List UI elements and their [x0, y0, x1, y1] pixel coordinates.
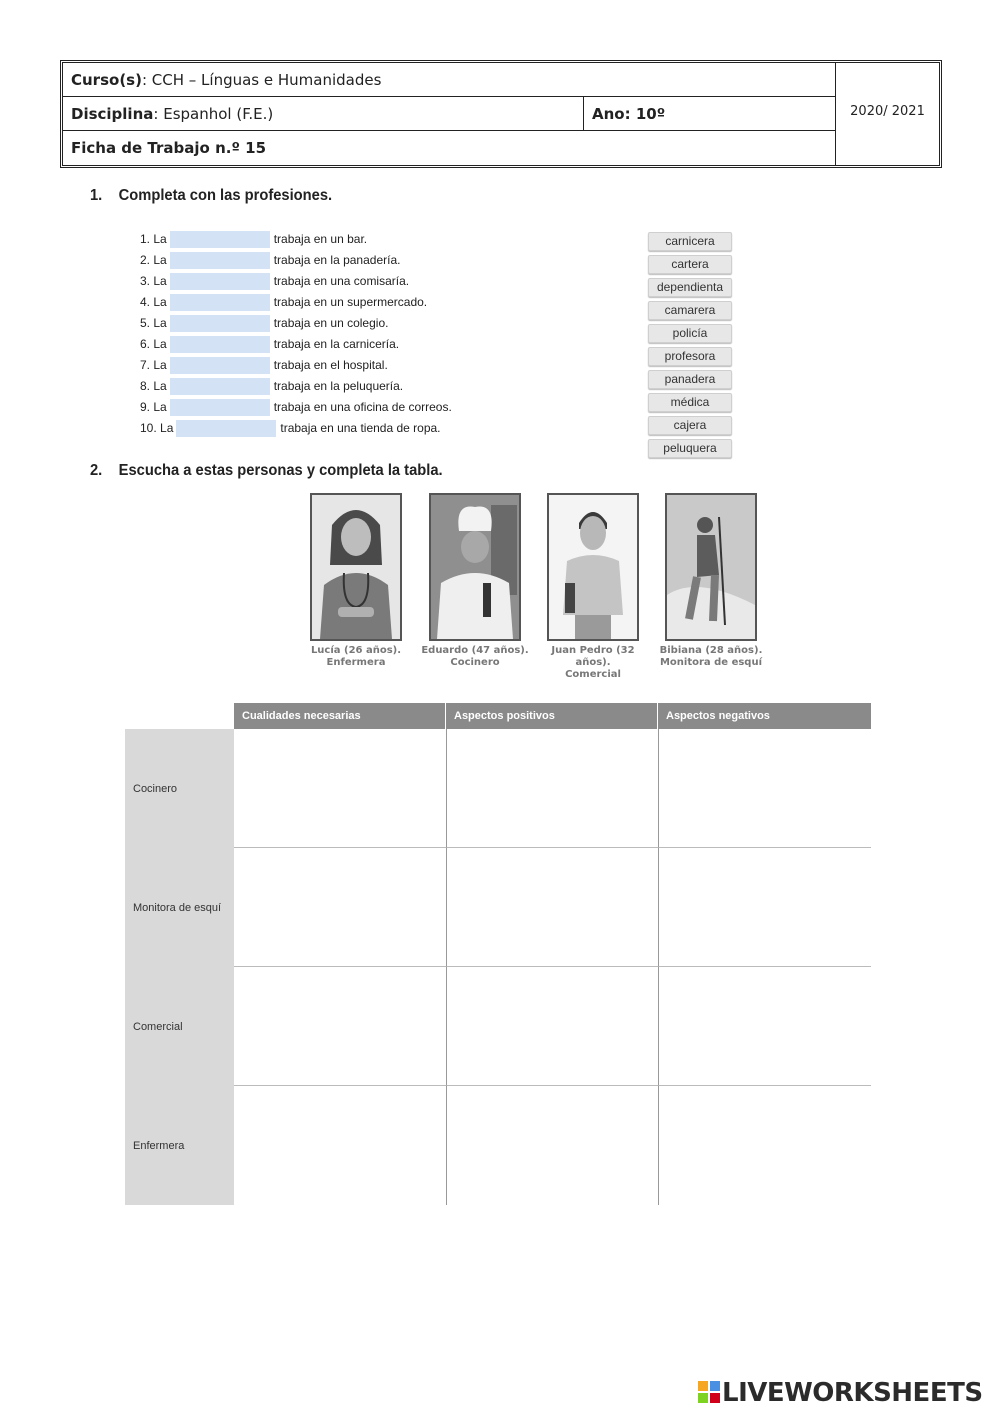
table-cell[interactable] — [659, 967, 871, 1086]
disciplina-row — [63, 97, 583, 131]
photo-ski-instructor — [665, 493, 757, 641]
table-cell[interactable] — [659, 1086, 871, 1205]
line-number: 5. La — [140, 316, 167, 330]
line-number: 7. La — [140, 358, 167, 372]
row-header: Comercial — [125, 967, 234, 1086]
school-year: 2020/ 2021 — [835, 63, 939, 165]
word-chip[interactable]: policía — [648, 324, 732, 343]
word-chip[interactable]: camarera — [648, 301, 732, 320]
word-chip[interactable]: médica — [648, 393, 732, 412]
exercise-line — [140, 229, 367, 249]
word-chip[interactable]: peluquera — [648, 439, 732, 458]
line-text: trabaja en la panadería. — [273, 253, 401, 267]
row-header: Enfermera — [125, 1086, 234, 1205]
table-cell[interactable] — [447, 967, 659, 1086]
caption-bibiana — [656, 645, 766, 669]
column-header: Aspectos negativos — [658, 703, 871, 729]
line-number: 10. La — [140, 421, 174, 435]
curso-row — [63, 63, 835, 97]
answer-blank[interactable] — [170, 336, 270, 353]
word-chip[interactable]: dependienta — [648, 278, 732, 297]
line-text: trabaja en la carnicería. — [273, 337, 400, 351]
photo-chef — [429, 493, 521, 641]
caption-eduardo — [420, 645, 530, 669]
table-cell[interactable] — [447, 1086, 659, 1205]
exercise-1-title: 1. Completa con las profesiones. — [90, 187, 333, 204]
line-text: trabaja en el hospital. — [273, 358, 388, 372]
caption-job: Monitora de esquí — [659, 657, 763, 668]
line-number: 3. La — [140, 274, 167, 288]
liveworksheets-text: LIVEWORKSHEETS — [722, 1378, 983, 1408]
line-text: trabaja en una oficina de correos. — [273, 400, 452, 414]
line-number: 8. La — [140, 379, 167, 393]
answer-blank[interactable] — [170, 399, 270, 416]
line-text: trabaja en un supermercado. — [273, 295, 428, 309]
answer-blank[interactable] — [170, 357, 270, 374]
word-chip[interactable]: carnicera — [648, 232, 732, 251]
caption-name: Juan Pedro (32 años). — [551, 645, 635, 668]
table-cell[interactable] — [234, 967, 447, 1086]
photo-nurse — [310, 493, 402, 641]
line-number: 4. La — [140, 295, 167, 309]
liveworksheets-logo[interactable] — [698, 1378, 983, 1408]
exercise-line — [140, 397, 452, 417]
disciplina-value: : Espanhol (F.E.) — [153, 105, 274, 123]
answer-blank[interactable] — [170, 315, 270, 332]
caption-job: Cocinero — [450, 657, 500, 668]
exercise-line — [140, 292, 427, 312]
line-text: trabaja en un bar. — [273, 232, 368, 246]
caption-job: Enfermera — [326, 657, 386, 668]
ficha-row — [63, 131, 835, 165]
table-cell[interactable] — [447, 729, 659, 848]
table-cell[interactable] — [447, 848, 659, 967]
ano-cell — [583, 97, 835, 131]
answer-blank[interactable] — [176, 420, 276, 437]
curso-label: Curso(s) — [71, 71, 142, 89]
line-text: trabaja en una comisaría. — [273, 274, 410, 288]
exercise-line — [140, 250, 400, 270]
caption-name: Bibiana (28 años). — [659, 645, 763, 656]
caption-juan-pedro — [538, 645, 648, 681]
line-text: trabaja en la peluquería. — [273, 379, 404, 393]
liveworksheets-icon — [698, 1381, 720, 1403]
exercise-line — [140, 334, 399, 354]
exercise-line — [140, 271, 409, 291]
line-number: 9. La — [140, 400, 167, 414]
line-text: trabaja en una tienda de ropa. — [280, 421, 441, 435]
line-text: trabaja en un colegio. — [273, 316, 389, 330]
table-cell[interactable] — [659, 729, 871, 848]
caption-name: Lucía (26 años). — [310, 645, 402, 656]
answer-blank[interactable] — [170, 252, 270, 269]
word-chip[interactable]: cajera — [648, 416, 732, 435]
table-cell[interactable] — [659, 848, 871, 967]
caption-name: Eduardo (47 años). — [421, 645, 529, 656]
exercise-2-title: 2. Escucha a estas personas y completa la tabla. — [90, 462, 443, 479]
exercise-line — [140, 418, 441, 438]
ano-value: : 10º — [624, 105, 666, 123]
disciplina-label: Disciplina — [71, 105, 154, 123]
table-cell[interactable] — [234, 848, 447, 967]
curso-value: : CCH – Línguas e Humanidades — [141, 71, 382, 89]
answer-blank[interactable] — [170, 378, 270, 395]
answer-blank[interactable] — [170, 273, 270, 290]
ficha-title: Ficha de Trabajo n.º 15 — [71, 139, 266, 157]
column-header: Cualidades necesarias — [234, 703, 446, 729]
line-number: 1. La — [140, 232, 167, 246]
answer-blank[interactable] — [170, 294, 270, 311]
row-header: Monitora de esquí — [125, 848, 234, 967]
caption-job: Comercial — [565, 669, 621, 680]
row-header: Cocinero — [125, 729, 234, 848]
exercise-line — [140, 376, 403, 396]
exercise-line — [140, 355, 388, 375]
header-box — [60, 60, 942, 168]
word-chip[interactable]: profesora — [648, 347, 732, 366]
ano-label: Ano — [592, 105, 625, 123]
answer-blank[interactable] — [170, 231, 270, 248]
exercise-line — [140, 313, 388, 333]
caption-lucia — [301, 645, 411, 669]
table-cell[interactable] — [234, 1086, 447, 1205]
line-number: 2. La — [140, 253, 167, 267]
photo-salesman — [547, 493, 639, 641]
word-chip[interactable]: panadera — [648, 370, 732, 389]
table-cell[interactable] — [234, 729, 447, 848]
word-chip[interactable]: cartera — [648, 255, 732, 274]
column-header: Aspectos positivos — [446, 703, 658, 729]
line-number: 6. La — [140, 337, 167, 351]
